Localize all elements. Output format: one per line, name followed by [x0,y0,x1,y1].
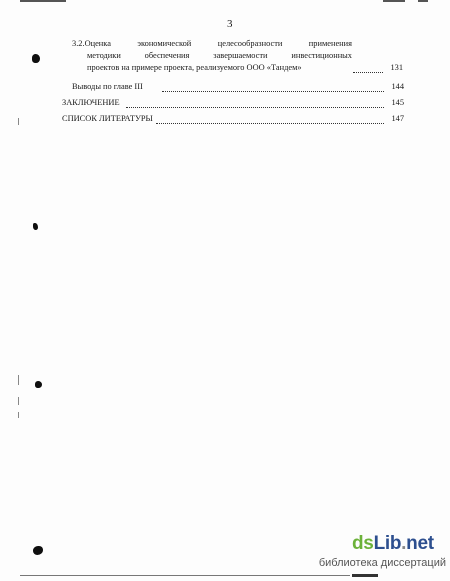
toc-entry-line: ЗАКЛЮЧЕНИЕ [62,98,120,107]
toc-leader-dots [353,71,383,73]
toc-entry-line: методики обеспечения завершаемости инвестиционных [87,51,352,60]
toc-leader-dots [162,90,384,92]
binder-hole-mark [33,223,38,230]
scan-artifact [418,0,428,2]
toc-entry-line: 3.2.Оценка экономической целесообразности применения [72,39,352,48]
toc-page-number: 147 [391,114,404,123]
toc-leader-dots [126,106,384,108]
binder-hole-mark [33,546,43,555]
dslib-watermark [300,533,450,577]
page-number: 3 [227,18,233,30]
scan-artifact [18,397,19,405]
toc-leader-dots [156,122,384,124]
toc-page-number: 144 [391,82,404,91]
toc-page-number: 131 [390,63,403,72]
scan-artifact [383,0,405,2]
binder-hole-mark [32,54,40,63]
scan-artifact [18,118,19,125]
scan-artifact [18,412,19,418]
toc-entry-line: проектов на примере проекта, реализуемого ООО «Тандем» [87,63,302,72]
toc-entry-line: Выводы по главе III [72,82,143,91]
binder-hole-mark [35,381,42,388]
scan-top-edge [0,0,450,6]
dslib-logo: dsLib.net [352,533,434,554]
scan-artifact [18,375,19,385]
toc-page-number: 145 [391,98,404,107]
toc-entry-line: СПИСОК ЛИТЕРАТУРЫ [62,114,153,123]
dslib-tagline: библиотека диссертаций [318,557,446,569]
scan-artifact [20,0,66,2]
